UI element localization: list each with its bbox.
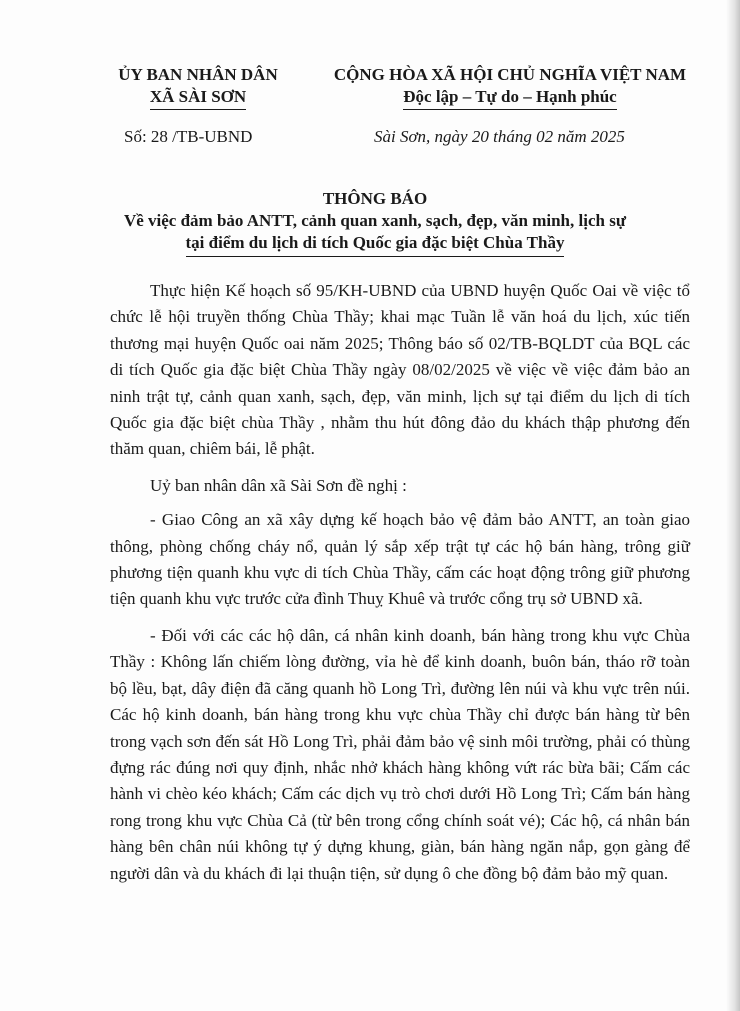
body-paragraph-2: Uỷ ban nhân dân xã Sài Sơn đề nghị :: [150, 475, 407, 495]
body-paragraph-4: - Đối với các các hộ dân, cá nhân kinh doanh, bán hàng trong khu vực Chùa Thầy : Không lấn chiếm lòng đường, vỉa hè để kinh doanh, buôn bán, tháo rỡ toàn bộ lều, bạt, dây điện đã căng quanh hồ Long Trì, đường lên núi và khu vực trên núi. Các hộ kinh doanh, bán hàng trong khu vực chùa Thầy chỉ được bán hàng từ bên trong vạch sơn đến sát Hồ Long Trì, phải đảm bảo vệ sinh môi trường, phải có thùng đựng rác đúng nơi quy định, nhắc nhở khách hàng không vứt rác bừa bãi; Cấm các hành vi chèo kéo khách; Cấm các dịch vụ trò chơi dưới Hồ Long Trì; Cấm bán hàng rong trong khu vực Chùa Cả (từ bên trong cổng chính soát vé); Các hộ, cá nhân bán hàng bên chân núi không tự ý dựng khung, giàn, bán hàng ngăn nắp, gọn gàng để người dân và du khách đi lại thuận tiện, sử dụng ô che đồng bộ đảm bảo mỹ quan.: [110, 625, 690, 883]
document-body: [110, 278, 690, 897]
document-title: [60, 188, 690, 257]
document-date: Sài Sơn, ngày 20 tháng 02 năm 2025: [374, 127, 625, 146]
org-name-line1: ỦY BAN NHÂN DÂN: [118, 65, 278, 84]
org-name-line2: XÃ SÀI SƠN: [150, 86, 246, 110]
page-edge-shadow: [726, 0, 740, 1011]
nation-name: CỘNG HÒA XÃ HỘI CHỦ NGHĨA VIỆT NAM: [333, 65, 687, 84]
title-subject-line1: Về việc đảm bảo ANTT, cảnh quan xanh, sạch, đẹp, văn minh, lịch sự: [123, 211, 627, 230]
issuing-organization: [108, 64, 288, 110]
title-heading: THÔNG BÁO: [322, 189, 428, 208]
title-subject-line2: tại điểm du lịch di tích Quốc gia đặc biệt Chùa Thầy: [186, 232, 565, 257]
body-paragraph-1: Thực hiện Kế hoạch số 95/KH-UBND của UBND huyện Quốc Oai về việc tổ chức lễ hội truyền thống Chùa Thầy; khai mạc Tuần lễ văn hoá du lịch, xúc tiến thương mại huyện Quốc oai năm 2025; Thông báo số 02/TB-BQLDT của BQL các di tích Quốc gia đặc biệt Chùa Thầy ngày 08/02/2025 về việc về việc đảm bảo an ninh trật tự, cảnh quan xanh, sạch, đẹp, văn minh, lịch sự tại điểm du lịch di tích Quốc gia đặc biệt chùa Thầy , nhằm thu hút đông đảo du khách thập phương đến thăm quan, chiêm bái, lễ phật.: [110, 281, 690, 459]
document-number: Số: 28 /TB-UBND: [124, 127, 253, 146]
body-paragraph-3: - Giao Công an xã xây dựng kế hoạch bảo vệ đảm bảo ANTT, an toàn giao thông, phòng chống cháy nổ, quản lý sắp xếp trật tự các hộ bán hàng, trông giữ phương tiện quanh khu vực di tích Chùa Thầy, cấm các hoạt động trông giữ phương tiện quanh khu vực trước cửa đình Thuỵ Khuê và trước cổng trụ sở UBND xã.: [110, 510, 690, 609]
national-motto: [310, 64, 710, 110]
nation-motto: Độc lập – Tự do – Hạnh phúc: [403, 86, 616, 110]
